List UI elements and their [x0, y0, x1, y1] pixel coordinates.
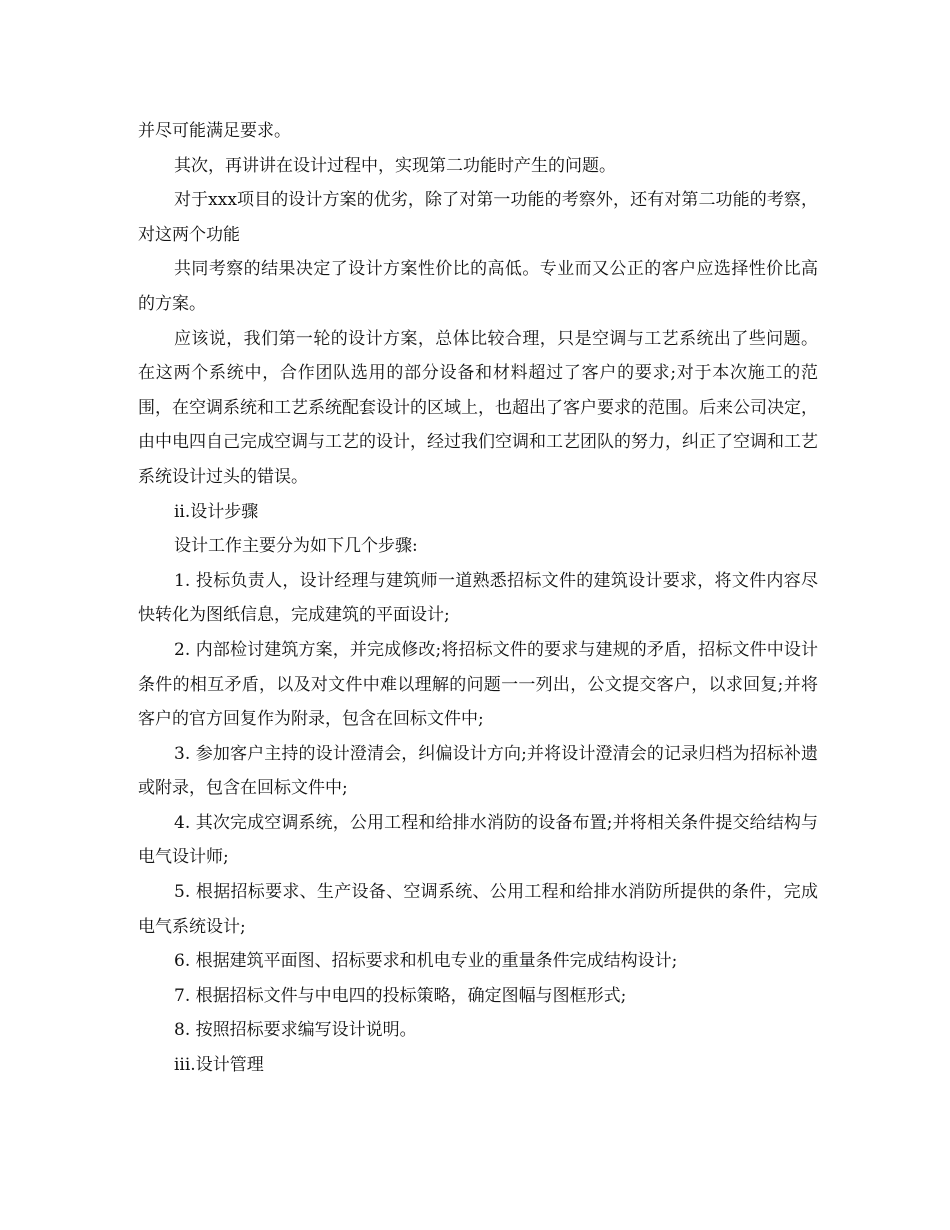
paragraph-continuation: 并尽可能满足要求。: [138, 121, 291, 141]
paragraph-steps-intro: 设计工作主要分为如下几个步骤:: [174, 536, 418, 557]
document-body: [138, 114, 818, 1083]
section-heading-design-steps: ii.设计步骤: [174, 501, 259, 522]
paragraph-first-round-design: 应该说，我们第一轮的设计方案，总体比较合理，只是空调与工艺系统出了些问题。在这两个系统中，合作团队选用的部分设备和材料超过了客户的要求;对于本次施工的范围，在空调系统和工艺系统配套设计的区域上，也超出了客户要求的范围。后来公司决定，由中电四自己完成空调与工艺的设计，经过我们空调和工艺团队的努力，纠正了空调和工艺系统设计过头的错误。: [138, 328, 818, 487]
list-item-step-1: 1. 投标负责人，设计经理与建筑师一道熟悉招标文件的建筑设计要求，将文件内容尽快转化为图纸信息，完成建筑的平面设计;: [138, 570, 818, 626]
list-item-step-5: 5. 根据招标要求、生产设备、空调系统、公用工程和给排水消防所提供的条件，完成电气系统设计;: [138, 882, 818, 937]
list-item-step-4: 4. 其次完成空调系统，公用工程和给排水消防的设备布置;并将相关条件提交给结构与电气设计师;: [138, 812, 818, 868]
list-item-step-3: 3. 参加客户主持的设计澄清会，纠偏设计方向;并将设计澄清会的记录归档为招标补遗或附录，包含在回标文件中;: [138, 743, 818, 799]
list-item-step-6: 6. 根据建筑平面图、招标要求和机电专业的重量条件完成结构设计;: [174, 951, 678, 972]
paragraph-second-issue: 其次，再讲讲在设计过程中，实现第二功能时产生的问题。: [174, 155, 616, 176]
paragraph-design-evaluation: 对于xxx项目的设计方案的优劣，除了对第一功能的考察外，还有对第二功能的考察，对这两个功能: [138, 190, 818, 245]
list-item-step-2: 2. 内部检讨建筑方案，并完成修改;将招标文件的要求与建规的矛盾，招标文件中设计条件的相互矛盾，以及对文件中难以理解的问题一一列出，公文提交客户，以求回复;并将客户的官方回复作为附录，包含在回标文件中;: [138, 639, 818, 730]
section-heading-design-management: iii.设计管理: [174, 1055, 264, 1076]
paragraph-cost-performance: 共同考察的结果决定了设计方案性价比的高低。专业而又公正的客户应选择性价比高的方案。: [138, 259, 818, 314]
list-item-step-7: 7. 根据招标文件与中电四的投标策略，确定图幅与图框形式;: [174, 985, 627, 1006]
list-item-step-8: 8. 按照招标要求编写设计说明。: [174, 1020, 417, 1041]
